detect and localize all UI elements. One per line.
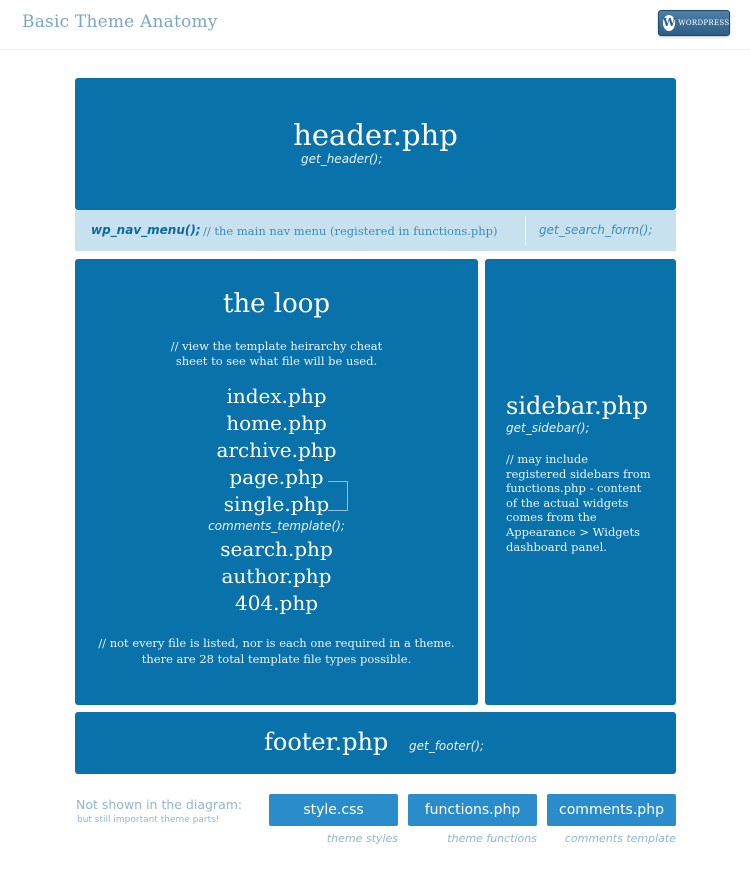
comments-php-button[interactable]: comments.php [547, 794, 676, 826]
style-css-caption: theme styles [326, 832, 398, 845]
not-shown-heading: Not shown in the diagram: [76, 797, 243, 812]
template-file-page: page.php [229, 465, 324, 489]
wordpress-badge-label: WORDPRESS [678, 19, 730, 27]
nav-divider [525, 216, 526, 245]
sidebar-title: sidebar.php [506, 392, 648, 420]
wordpress-badge[interactable] [658, 10, 730, 36]
template-file-404: 404.php [234, 591, 319, 615]
comments-php-caption: comments template [564, 832, 676, 845]
comments-bracket [328, 481, 348, 511]
sidebar-comment [506, 452, 666, 554]
template-file-home: home.php [226, 411, 327, 435]
header-function: get_header(); [301, 152, 383, 166]
template-file-archive: archive.php [216, 438, 337, 462]
page-title: Basic Theme Anatomy [22, 12, 218, 32]
loop-footnote-line: // not every file is listed, nor is each one required in a theme. [98, 636, 455, 650]
header-block [75, 78, 676, 210]
template-file-search: search.php [220, 537, 333, 561]
template-file-single: single.php [223, 492, 330, 516]
sidebar-block [485, 259, 676, 705]
comments-template-function: comments_template(); [208, 519, 345, 533]
sidebar-comment-line: Appearance > Widgets [506, 524, 640, 539]
nav-menu-bar [75, 210, 676, 251]
sidebar-comment-line: dashboard panel. [506, 539, 607, 554]
loop-comment-line: sheet to see what file will be used. [175, 354, 378, 368]
nav-menu-function: wp_nav_menu(); [91, 223, 201, 237]
loop-comment [135, 339, 418, 369]
search-form-function: get_search_form(); [539, 223, 653, 237]
style-css-button[interactable]: style.css [269, 794, 398, 826]
top-bar [0, 0, 750, 50]
footer-function: get_footer(); [409, 739, 485, 753]
wordpress-logo-icon: W [663, 16, 676, 29]
functions-php-button[interactable]: functions.php [408, 794, 537, 826]
template-file-author: author.php [221, 564, 332, 588]
loop-footnote-line: there are 28 total template file types possible. [141, 652, 412, 666]
header-title: header.php [293, 118, 458, 152]
loop-footnote [85, 635, 468, 667]
sidebar-comment-line: registered sidebars from [506, 466, 651, 481]
sidebar-comment-line: of the actual widgets [506, 495, 629, 510]
functions-php-caption: theme functions [447, 832, 537, 845]
template-file-index: index.php [226, 384, 327, 408]
footer-block [75, 712, 676, 774]
sidebar-function: get_sidebar(); [506, 421, 590, 435]
not-shown-subheading: but still important theme parts! [77, 815, 220, 825]
loop-comment-line: // view the template heirarchy cheat [170, 339, 383, 353]
loop-block [75, 259, 478, 705]
sidebar-comment-line: // may include [506, 452, 589, 466]
sidebar-comment-line: functions.php - content [506, 481, 642, 496]
nav-menu-comment: // the main nav menu (registered in functions.php) [203, 224, 498, 238]
loop-title: the loop [222, 289, 331, 319]
sidebar-comment-line: comes from the [506, 510, 597, 525]
footer-title: footer.php [264, 728, 389, 756]
